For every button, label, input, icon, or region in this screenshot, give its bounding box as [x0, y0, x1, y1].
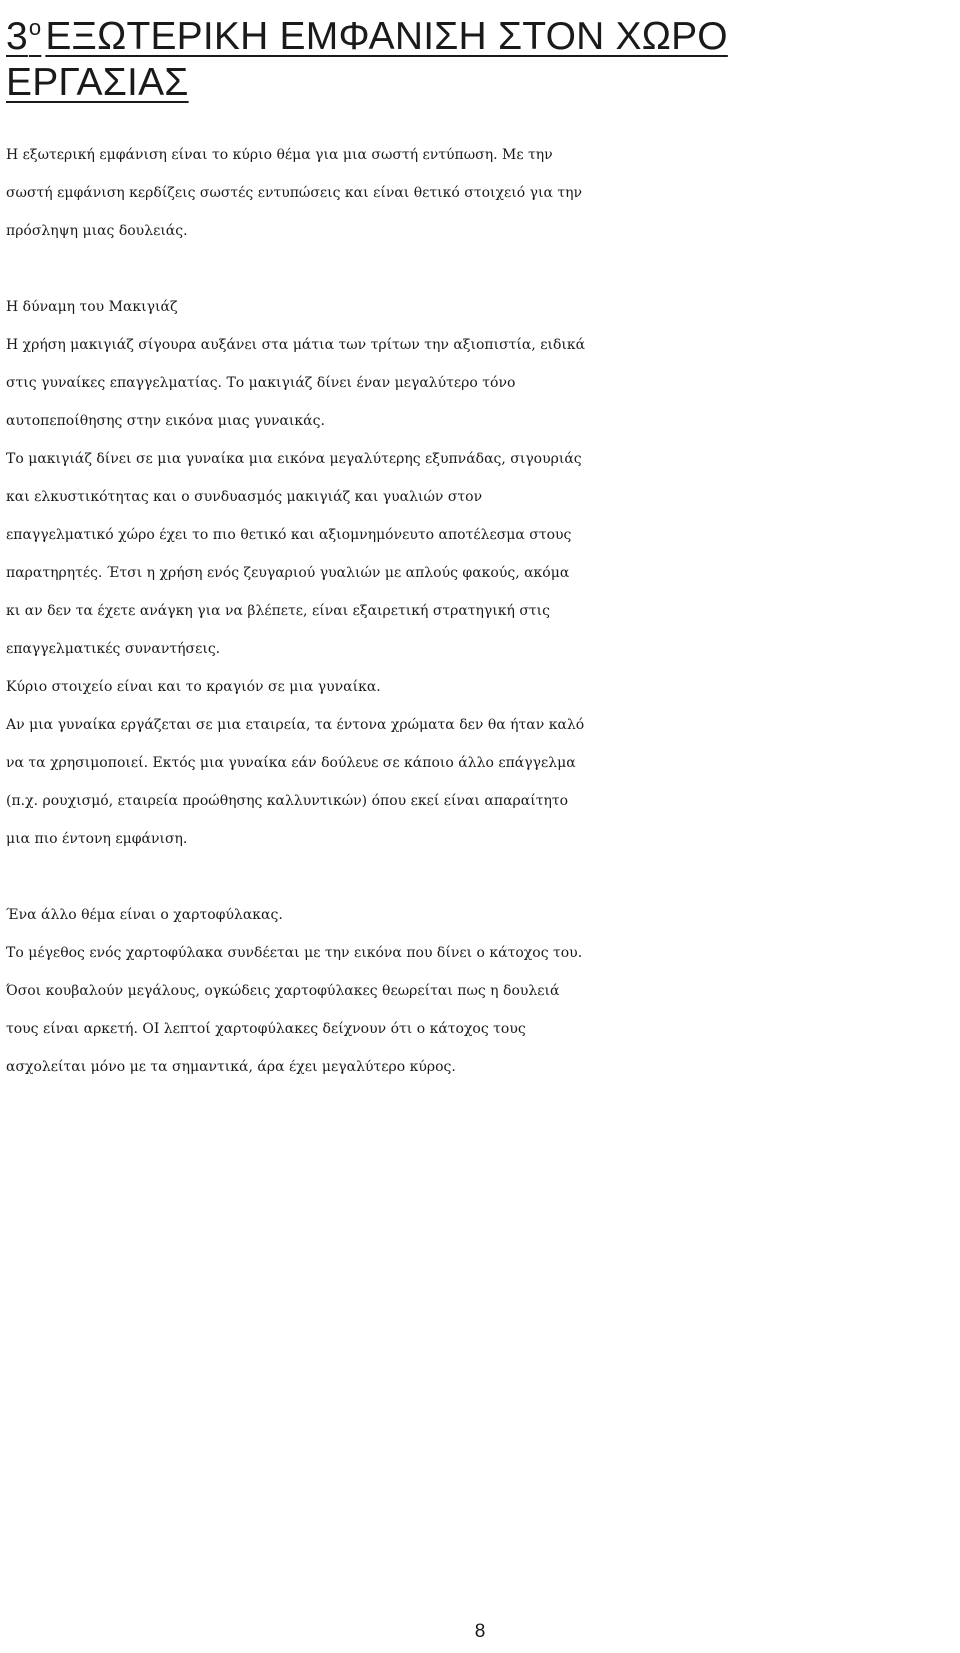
text-line: Το μακιγιάζ δίνει σε μια γυναίκα μια εικόνα μεγαλύτερης εξυπνάδας, σιγουριάς [6, 451, 582, 467]
page-number: 8 [474, 1621, 486, 1642]
text-line: Η δύναμη του Μακιγιάζ [6, 299, 178, 315]
text-line: να τα χρησιμοποιεί. Εκτός μια γυναίκα εάν δούλευε σε κάποιο άλλο επάγγελμα [6, 755, 576, 771]
text-line: τους είναι αρκετή. ΟΙ λεπτοί χαρτοφύλακες δείχνουν ότι ο κάτοχος τους [6, 1021, 526, 1037]
text-line: πρόσληψη μιας δουλειάς. [6, 223, 188, 239]
blank-line [6, 858, 956, 896]
text-line: μια πιο έντονη εμφάνιση. [6, 831, 188, 847]
text-line: Αν μια γυναίκα εργάζεται σε μια εταιρεία, τα έντονα χρώματα δεν θα ήταν καλό [6, 717, 585, 733]
document-page [6, 0, 956, 1086]
text-line: Όσοι κουβαλούν μεγάλους, ογκώδεις χαρτοφύλακες θεωρείται πως η δουλειά [6, 983, 560, 999]
text-line: Η χρήση μακιγιάζ σίγουρα αυξάνει στα μάτια των τρίτων την αξιοπιστία, ειδικά [6, 337, 586, 353]
heading-line-2 [6, 55, 956, 110]
text-line: Η εξωτερική εμφάνιση είναι το κύριο θέμα για μια σωστή εντύπωση. Με την [6, 147, 553, 163]
text-line: αυτοπεποίθησης στην εικόνα μιας γυναικάς. [6, 413, 325, 429]
text-line: και ελκυστικότητας και ο συνδυασμός μακιγιάζ και γυαλιών στον [6, 489, 483, 505]
heading-ordinal-superscript: ο [28, 15, 42, 40]
heading-number: 3 [6, 15, 28, 58]
text-line: κι αν δεν τα έχετε ανάγκη για να βλέπετε, είναι εξαιρετική στρατηγική στις [6, 603, 551, 619]
text-line: (π.χ. ρουχισμό, εταιρεία προώθησης καλλυντικών) όπου εκεί είναι απαραίτητο [6, 793, 569, 809]
section-heading [6, 0, 956, 110]
heading-line-1 [6, 0, 956, 58]
text-line: ασχολείται μόνο με τα σημαντικά, άρα έχει μεγαλύτερο κύρος. [6, 1059, 456, 1075]
heading-text-line-2: ΕΡΓΑΣΙΑΣ [6, 61, 189, 104]
text-line: παρατηρητές. Έτσι η χρήση ενός ζευγαριού γυαλιών με απλούς φακούς, ακόμα [6, 565, 570, 581]
text-line: Ένα άλλο θέμα είναι ο χαρτοφύλακας. [6, 907, 283, 923]
body-text [6, 136, 956, 1086]
blank-line [6, 250, 956, 288]
text-line: σωστή εμφάνιση κερδίζεις σωστές εντυπώσεις και είναι θετικό στοιχειό για την [6, 185, 582, 201]
heading-text-line-1: ΕΞΩΤΕΡΙΚΗ ΕΜΦΑΝΙΣΗ ΣΤΟΝ ΧΩΡΟ [45, 15, 728, 58]
text-line: Το μέγεθος ενός χαρτοφύλακα συνδέεται με την εικόνα που δίνει ο κάτοχος του. [6, 945, 583, 961]
text-line: επαγγελματικό χώρο έχει το πιο θετικό και αξιομνημόνευτο αποτέλεσμα στους [6, 527, 572, 543]
text-line: Κύριο στοιχείο είναι και το κραγιόν σε μια γυναίκα. [6, 679, 381, 695]
text-line: στις γυναίκες επαγγελματίας. Το μακιγιάζ δίνει έναν μεγαλύτερο τόνο [6, 375, 516, 391]
text-line: επαγγελματικές συναντήσεις. [6, 641, 221, 657]
